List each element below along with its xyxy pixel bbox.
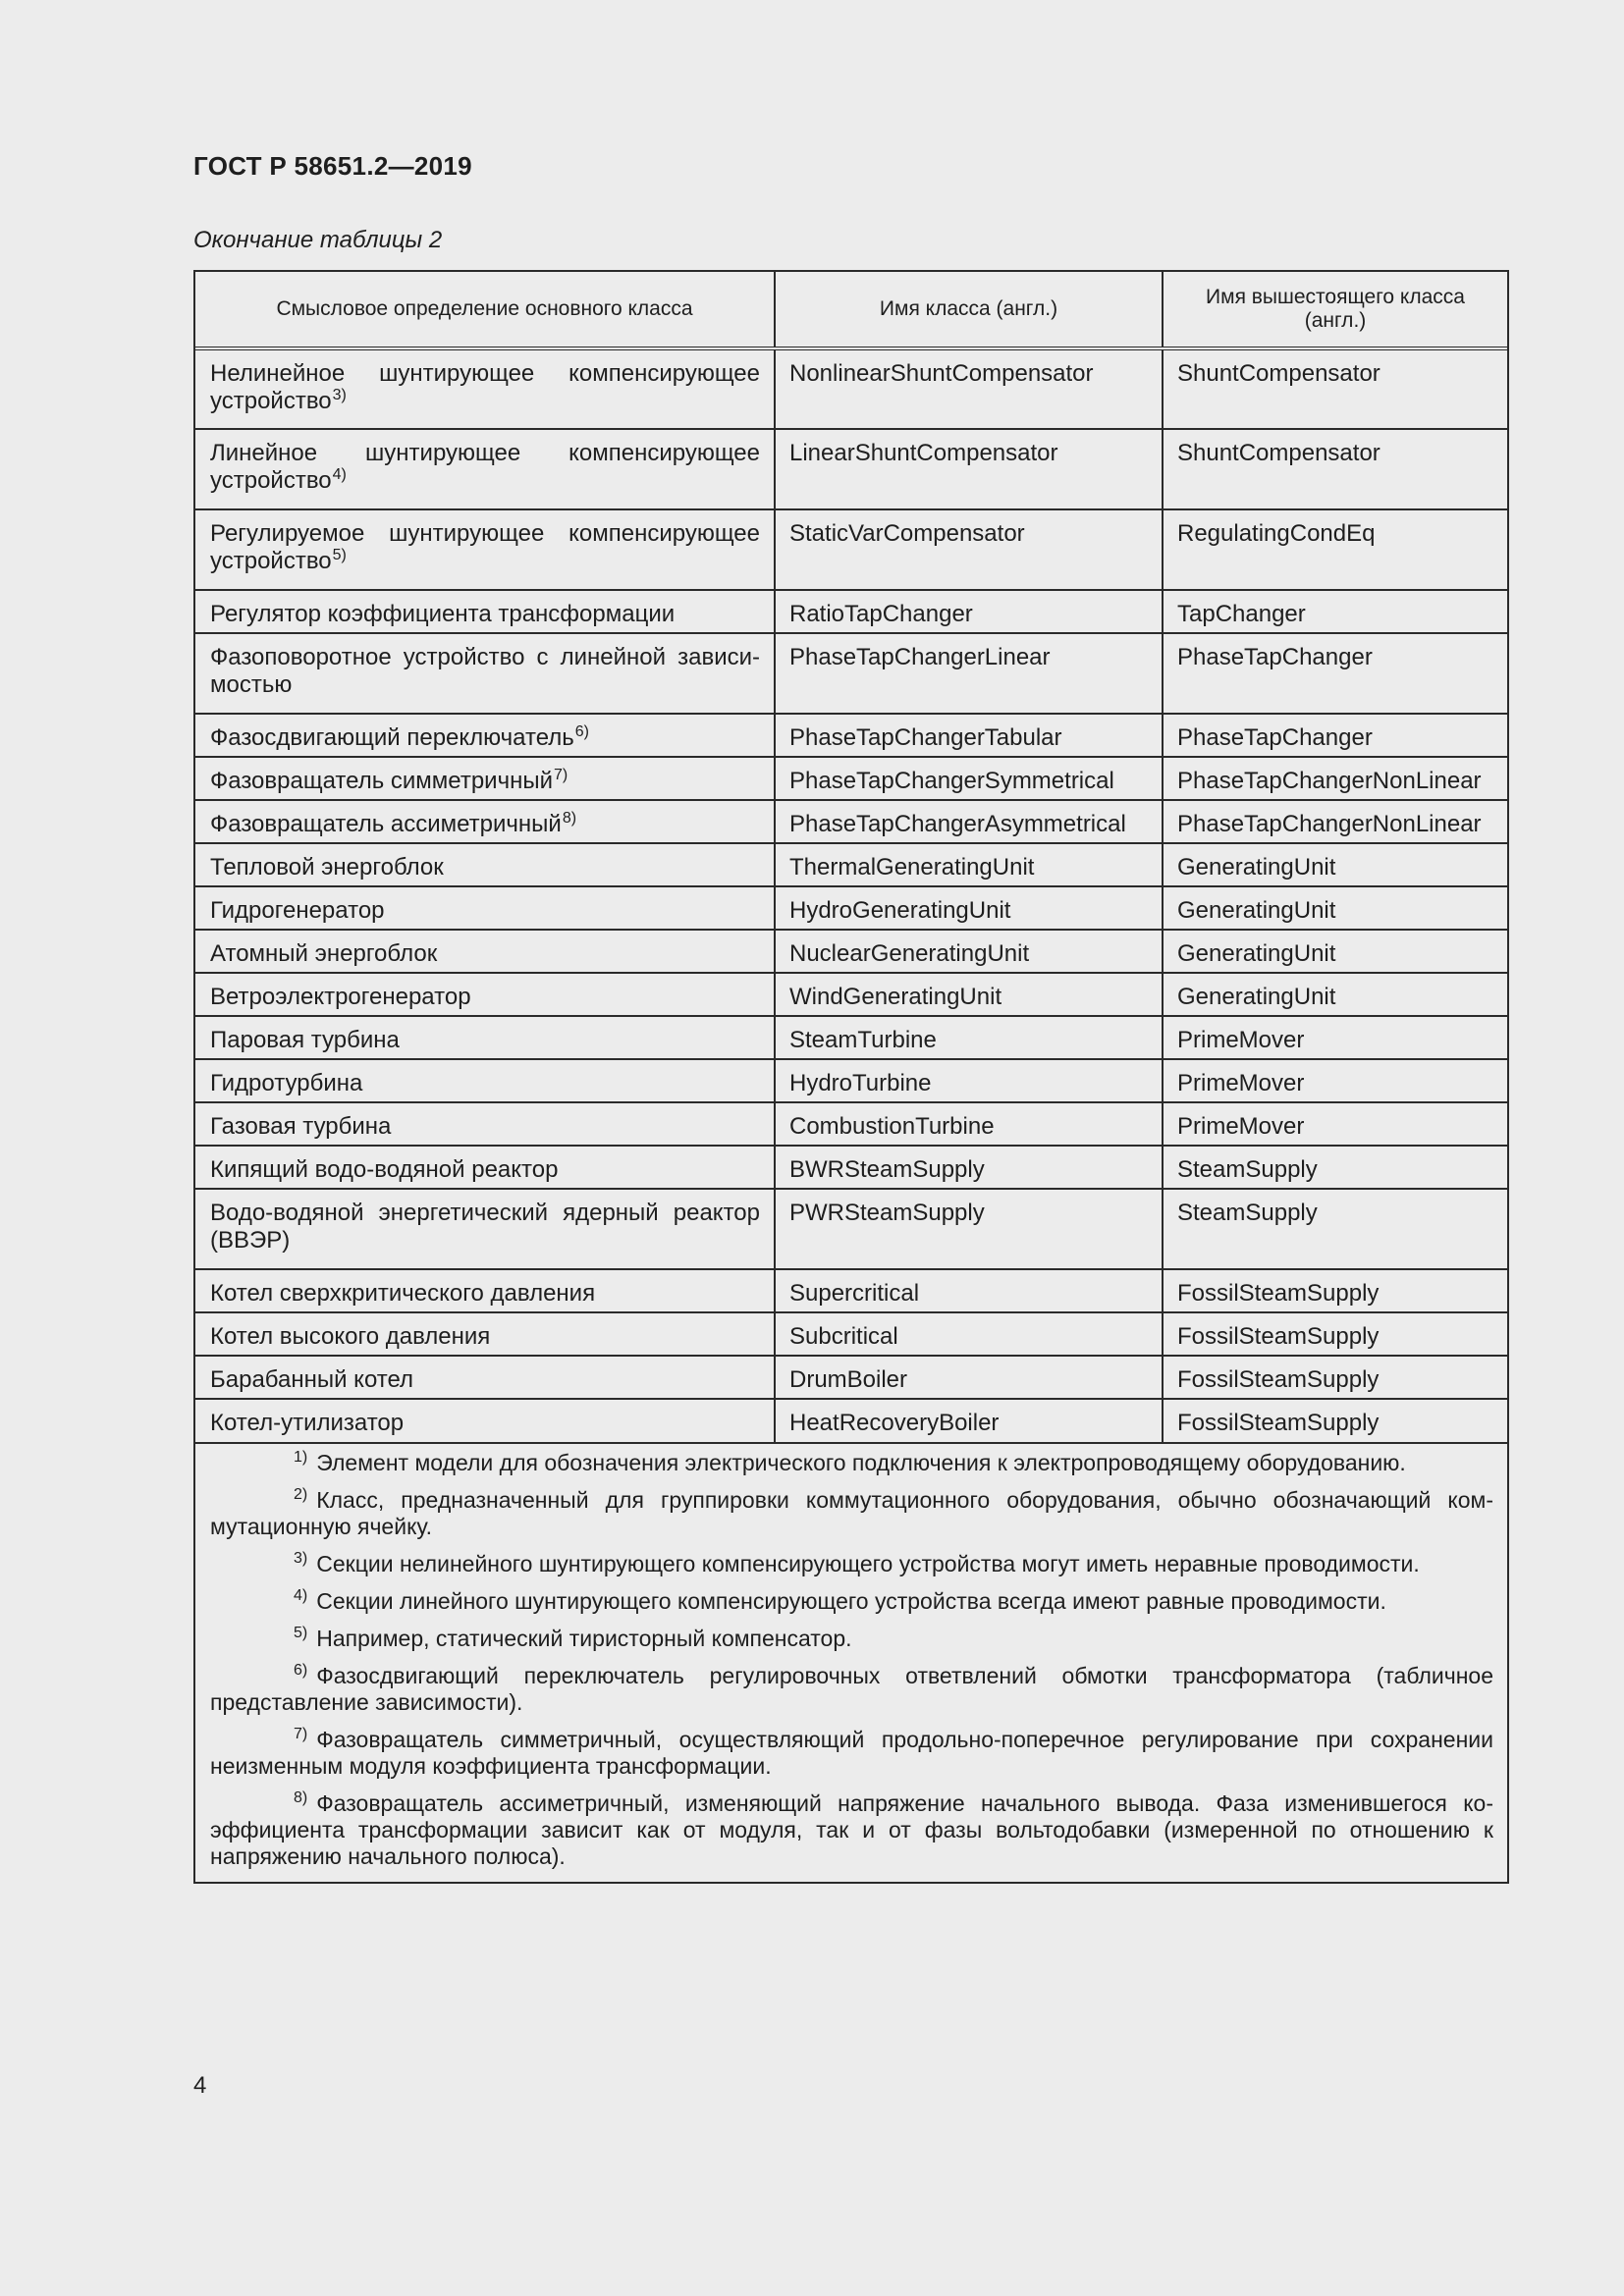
footnote [210,1790,1493,1870]
cell-definition [195,633,775,714]
footnote-text: Фазовращатель ассиметричный, изменяющий напряжение начального вывода. Фаза изменившегося коэффициента трансформации зависит как от модуля, так и от фазы вольтодобавки (измеренной по отношению к напряжению начального полюса). [210,1790,1493,1869]
definition-text: Тепловой энергоблок [210,854,444,881]
footnote-text: Фазовращатель симметричный, осуществляющий продольно-поперечное регулирование при сохранении неизменным модуля коэффициента трансформации. [210,1727,1493,1779]
definition-text: Регулятор коэффициента трансформации [210,601,676,627]
footnote-text: Класс, предназначенный для группировки коммутационного оборудования, обычно обозначающий коммутационную ячейку. [210,1487,1493,1539]
table-caption: Окончание таблицы 2 [193,227,443,253]
table-row [195,886,1507,930]
cell-parent-class: PhaseTapChanger [1163,633,1507,714]
cell-class-name: NuclearGeneratingUnit [775,930,1163,973]
cell-class-name: PWRSteamSupply [775,1189,1163,1269]
cell-parent-class: ShuntCompensator [1163,429,1507,509]
cell-class-name: PhaseTapChangerLinear [775,633,1163,714]
cell-definition [195,1102,775,1146]
cell-parent-class: GeneratingUnit [1163,886,1507,930]
cell-parent-class: GeneratingUnit [1163,973,1507,1016]
definition-text: Котел-утилизатор [210,1410,405,1436]
cell-parent-class: GeneratingUnit [1163,930,1507,973]
table-row [195,1102,1507,1146]
cell-definition [195,800,775,843]
cell-class-name: CombustionTurbine [775,1102,1163,1146]
table-row [195,1059,1507,1102]
cell-class-name: PhaseTapChangerSymmetrical [775,757,1163,800]
table-row [195,1356,1507,1399]
footnote [210,1663,1493,1716]
footnote-number: 4) [294,1587,308,1604]
cell-parent-class: FossilSteamSupply [1163,1312,1507,1356]
cell-parent-class: SteamSupply [1163,1146,1507,1189]
column-header-definition: Смысловое определение основного класса [195,272,775,348]
cell-class-name: SteamTurbine [775,1016,1163,1059]
cell-definition [195,757,775,800]
cell-definition [195,1269,775,1312]
footnote-text: Секции нелинейного шунтирующего компенсирующего устройства могут иметь неравные проводимости. [316,1551,1420,1576]
definition-text: Регулируемое шунтирующее компенсирующее устройство [210,520,760,574]
cell-definition [195,348,775,429]
table-row [195,973,1507,1016]
definition-text: Газовая турбина [210,1113,392,1140]
table-row [195,590,1507,633]
table-row [195,1399,1507,1442]
table-row [195,800,1507,843]
definition-text: Котел сверхкритического давления [210,1280,596,1307]
footnote-ref: 4) [332,466,347,483]
footnote [210,1487,1493,1540]
page-number: 4 [193,2072,207,2099]
cell-class-name: WindGeneratingUnit [775,973,1163,1016]
cell-parent-class: PhaseTapChanger [1163,714,1507,757]
cell-definition [195,590,775,633]
cell-definition [195,429,775,509]
cell-parent-class: GeneratingUnit [1163,843,1507,886]
cell-parent-class: PrimeMover [1163,1059,1507,1102]
table-row [195,1312,1507,1356]
footnote [210,1450,1493,1476]
cell-class-name: HydroTurbine [775,1059,1163,1102]
definition-text: Гидротурбина [210,1070,363,1096]
classes-table [193,270,1509,1884]
cell-class-name: Subcritical [775,1312,1163,1356]
footnote-text: Секции линейного шунтирующего компенсирующего устройства всегда имеют равные проводимости. [316,1588,1386,1614]
cell-definition [195,509,775,590]
footnote-number: 6) [294,1662,308,1679]
definition-text: Атомный энергоблок [210,940,438,967]
cell-definition [195,714,775,757]
footnote-ref: 8) [562,810,577,827]
table-row [195,1189,1507,1269]
footnote-number: 8) [294,1789,308,1806]
definition-text: Котел высокого давления [210,1323,491,1350]
table-row [195,509,1507,590]
cell-definition [195,886,775,930]
cell-definition [195,1189,775,1269]
footnote-ref: 5) [332,547,347,563]
cell-parent-class: PrimeMover [1163,1102,1507,1146]
definition-text: Барабанный котел [210,1366,414,1393]
cell-parent-class: RegulatingCondEq [1163,509,1507,590]
cell-class-name: NonlinearShuntCompensator [775,348,1163,429]
table-row [195,633,1507,714]
cell-parent-class: ShuntCompensator [1177,360,1380,387]
footnote-ref: 6) [574,723,589,740]
cell-parent-class: FossilSteamSupply [1163,1399,1507,1442]
column-header-parent-class: Имя вышестоящего класса (англ.) [1206,286,1465,332]
cell-class-name: LinearShuntCompensator [775,429,1163,509]
footnote-ref: 7) [553,767,568,783]
table-row [195,1146,1507,1189]
table-row [195,1269,1507,1312]
cell-parent-class: TapChanger [1163,590,1507,633]
cell-parent-class: SteamSupply [1163,1189,1507,1269]
cell-class-name: HydroGeneratingUnit [775,886,1163,930]
footnote-number: 7) [294,1726,308,1742]
definition-text: Ветроэлектрогенератор [210,984,471,1010]
cell-parent-class: PhaseTapChangerNonLinear [1163,800,1507,843]
cell-parent-class: FossilSteamSupply [1163,1356,1507,1399]
definition-text: Фазоповоротное устройство с линейной зависимостью [210,644,760,698]
cell-class-name: Supercritical [775,1269,1163,1312]
footnote-text: Фазосдвигающий переключатель регулировочных ответвлений обмотки трансформатора (табличное представление зависимости). [210,1663,1493,1715]
table-header-row [195,272,1507,348]
footnote [210,1588,1493,1615]
table-row [195,843,1507,886]
cell-definition [195,1016,775,1059]
definition-text: Линейное шунтирующее компенсирующее устройство [210,440,760,494]
cell-parent-class: PhaseTapChangerNonLinear [1163,757,1507,800]
footnote-text: Элемент модели для обозначения электрического подключения к электропроводящему оборудованию. [316,1450,1406,1475]
footnote [210,1727,1493,1780]
table-row [195,429,1507,509]
cell-definition [195,843,775,886]
cell-class-name: RatioTapChanger [775,590,1163,633]
cell-definition [195,1356,775,1399]
cell-parent-class: PrimeMover [1163,1016,1507,1059]
cell-definition [195,930,775,973]
footnote [210,1551,1493,1577]
cell-class-name: ThermalGeneratingUnit [775,843,1163,886]
definition-text: Фазосдвигающий переключатель [210,724,574,751]
table-row [195,930,1507,973]
document-header: ГОСТ Р 58651.2—2019 [193,151,472,181]
footnote-ref: 3) [332,387,347,403]
table-row [195,714,1507,757]
definition-text: Кипящий водо-водяной реактор [210,1156,559,1183]
cell-definition [195,1399,775,1442]
cell-class-name: HeatRecoveryBoiler [775,1399,1163,1442]
footnote-number: 3) [294,1550,308,1567]
cell-class-name: PhaseTapChangerTabular [775,714,1163,757]
footnote-number: 1) [294,1449,308,1466]
table-row [195,1016,1507,1059]
footnote-number: 2) [294,1486,308,1503]
cell-definition [195,973,775,1016]
cell-definition [195,1312,775,1356]
footnote-number: 5) [294,1625,308,1641]
definition-text: Гидрогенератор [210,897,385,924]
footnote [210,1626,1493,1652]
cell-class-name: BWRSteamSupply [775,1146,1163,1189]
definition-text: Водо-водяной энергетический ядерный реактор (ВВЭР) [210,1200,760,1254]
cell-parent-class: FossilSteamSupply [1163,1269,1507,1312]
cell-class-name: DrumBoiler [775,1356,1163,1399]
footnotes [195,1442,1507,1882]
cell-class-name: StaticVarCompensator [775,509,1163,590]
cell-definition [195,1146,775,1189]
table-row [195,348,1507,429]
definition-text: Паровая турбина [210,1027,400,1053]
definition-text: Фазовращатель ассиметричный [210,811,562,837]
table-row [195,757,1507,800]
footnote-text: Например, статический тиристорный компенсатор. [316,1626,852,1651]
cell-definition [195,1059,775,1102]
definition-text: Нелинейное шунтирующее компенсирующее устройство [210,360,760,414]
definition-text: Фазовращатель симметричный [210,768,553,794]
column-header-class-name: Имя класса (англ.) [775,272,1163,348]
cell-class-name: PhaseTapChangerAsymmetrical [775,800,1163,843]
